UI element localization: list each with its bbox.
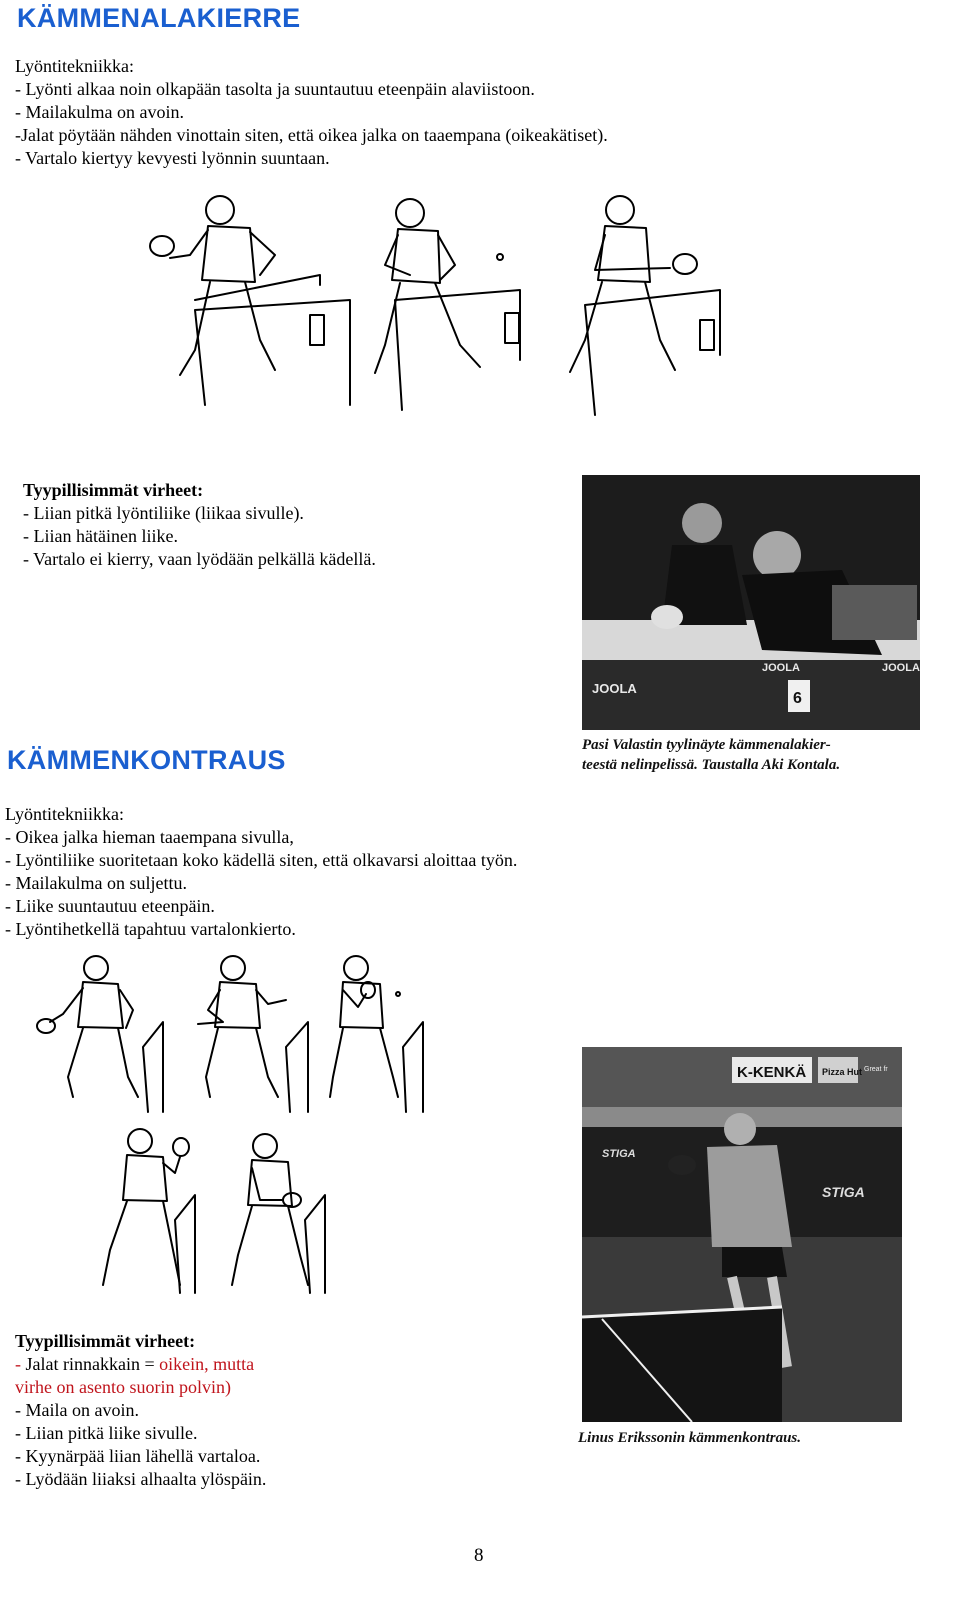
page-number: 8 [474,1545,484,1566]
barrier-text: STIGA [822,1184,865,1200]
technique-block-2 [5,803,517,941]
player-figure-6 [330,956,423,1112]
error-line: - Vartalo ei kierry, vaan lyödään pelkällä kädellä. [23,549,376,569]
player-figure-3 [570,196,720,415]
technique-block-1 [15,55,608,170]
player-figure-4 [37,956,163,1112]
error-text-red-continued: virhe on asento suorin polvin) [15,1377,231,1397]
error-text-red: oikein, mutta [159,1354,255,1374]
stroke-sequence-illustration-2b [95,1125,335,1300]
error-line: - Kyynärpää liian lähellä vartaloa. [15,1446,261,1466]
error-dash: - [15,1354,26,1374]
technique-line: - Mailakulma on suljettu. [5,873,187,893]
error-line: - Liian pitkä lyöntiliike (liikaa sivulle). [23,503,304,523]
ad-board-text: JOOLA [882,662,920,674]
errors-block-2 [15,1330,266,1491]
table-number: 6 [793,690,802,707]
technique-label: Lyöntitekniikka: [15,56,134,76]
caption-line: Pasi Valastin tyylinäyte kämmenalakier- [582,737,831,753]
error-text: Jalat rinnakkain = [25,1354,160,1374]
error-line: - Lyödään liiaksi alhaalta ylöspäin. [15,1469,267,1489]
photo-caption-2 [578,1428,801,1448]
technique-line: - Oikea jalka hieman taaempana sivulla, [5,827,294,847]
banner-text: Great fr [864,1066,888,1073]
technique-line: - Lyöntihetkellä tapahtuu vartalonkierto. [5,919,296,939]
technique-line: - Liike suuntautuu eteenpäin. [5,896,215,916]
stroke-sequence-illustration-1 [150,190,730,430]
caption-line: Linus Erikssonin kämmenkontraus. [578,1430,802,1446]
stroke-sequence-illustration-2a [38,952,428,1122]
errors-label: Tyypillisimmät virheet: [23,480,204,500]
technique-label: Lyöntitekniikka: [5,804,124,824]
technique-line: - Lyöntiliike suoritetaan koko kädellä siten, että olkavarsi aloittaa työn. [5,850,518,870]
player-figure-5 [198,956,308,1112]
ad-board-text: JOOLA [592,681,637,696]
technique-line: - Vartalo kiertyy kevyesti lyönnin suuntaan. [15,148,330,168]
section-heading-kammenkontraus: KÄMMENKONTRAUS [7,745,286,775]
photo-forehand-counter-hit [582,1047,902,1422]
player-figure-1 [150,196,350,405]
errors-block-1 [23,479,376,571]
section-heading-kammenalakierre: KÄMMENALAKIERRE [17,3,301,33]
error-line: - Maila on avoin. [15,1400,139,1420]
ad-board-text: JOOLA [762,662,800,674]
error-line-highlighted [15,1353,266,1376]
photo-caption-1 [582,735,840,775]
player-figure-8 [232,1134,325,1293]
error-line: - Liian hätäinen liike. [23,526,178,546]
barrier-text: STIGA [602,1148,636,1160]
player-figure-7 [103,1129,195,1293]
banner-text: Pizza Hut [822,1067,863,1077]
error-line: - Liian pitkä liike sivulle. [15,1423,198,1443]
technique-line: -Jalat pöytään nähden vinottain siten, että oikea jalka on taaempana (oikeakätiset). [15,125,608,145]
technique-line: - Mailakulma on avoin. [15,102,184,122]
errors-label: Tyypillisimmät virheet: [15,1331,196,1351]
banner-text: K-KENKÄ [737,1064,807,1081]
player-figure-2 [375,199,520,410]
caption-line: teestä nelinpelissä. Taustalla Aki Kontala. [582,757,841,773]
photo-forehand-chop-doubles [582,475,920,730]
technique-line: - Lyönti alkaa noin olkapään tasolta ja suuntautuu eteenpäin alaviistoon. [15,79,535,99]
